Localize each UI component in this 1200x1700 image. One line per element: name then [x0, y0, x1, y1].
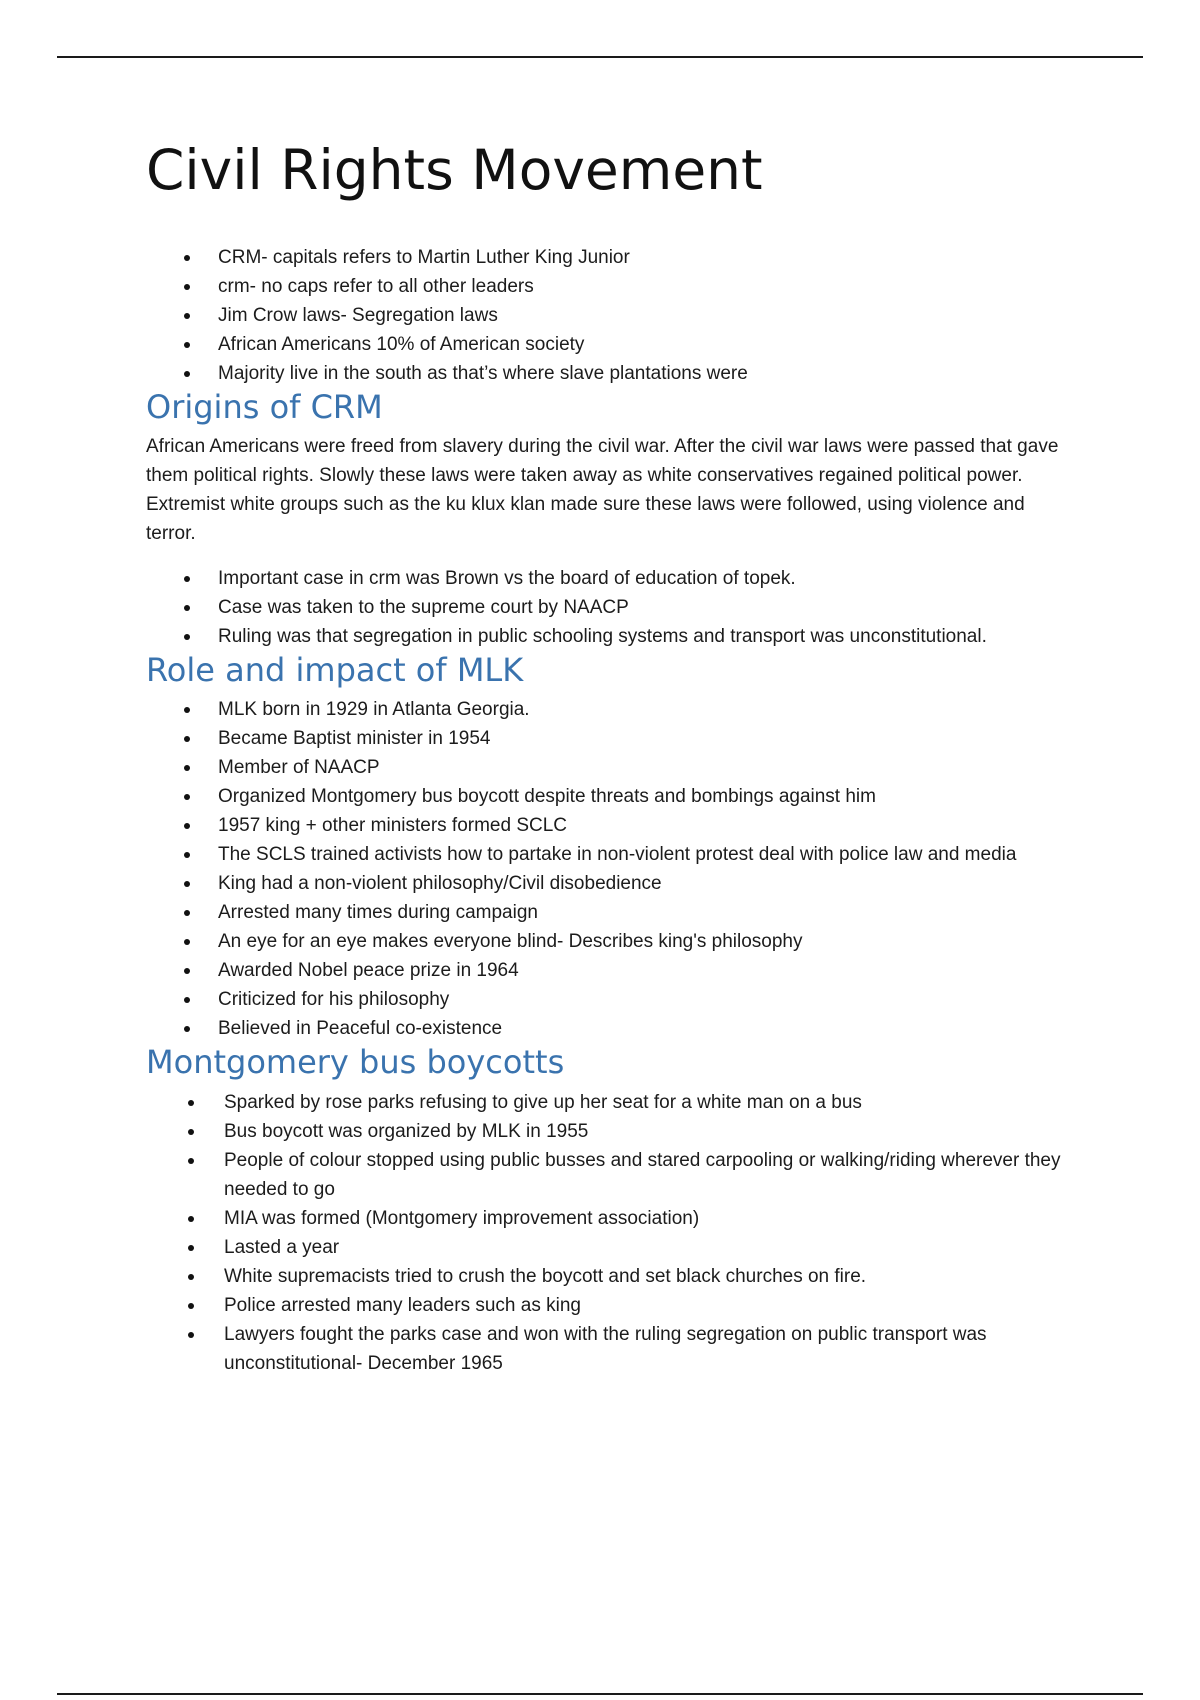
bullet-icon — [184, 371, 190, 377]
list-item: Sparked by rose parks refusing to give up her seat for a white man on a bus — [146, 1088, 1066, 1117]
page-title: Civil Rights Movement — [146, 138, 763, 202]
bullet-icon — [188, 1303, 194, 1309]
bullet-icon — [184, 881, 190, 887]
bullet-icon — [184, 997, 190, 1003]
list-item: Lawyers fought the parks case and won with the ruling segregation on public transport was unconstitutional- December 1965 — [146, 1320, 1066, 1378]
list-item: Ruling was that segregation in public schooling systems and transport was unconstitutional. — [146, 622, 1066, 651]
list-item: crm- no caps refer to all other leaders — [146, 272, 1066, 301]
bullet-icon — [184, 852, 190, 858]
list-item: Awarded Nobel peace prize in 1964 — [146, 956, 1066, 985]
bullet-icon — [184, 736, 190, 742]
list-item: Important case in crm was Brown vs the board of education of topek. — [146, 564, 1066, 593]
list-item: Believed in Peaceful co-existence — [146, 1014, 1066, 1043]
bullet-icon — [188, 1245, 194, 1251]
header-rule — [57, 56, 1143, 58]
list-item: African Americans 10% of American society — [146, 330, 1066, 359]
list-item: Arrested many times during campaign — [146, 898, 1066, 927]
bullet-icon — [188, 1274, 194, 1280]
bullet-icon — [188, 1158, 194, 1164]
list-item: MLK born in 1929 in Atlanta Georgia. — [146, 695, 1066, 724]
bullet-icon — [184, 634, 190, 640]
list-item: CRM- capitals refers to Martin Luther King Junior — [146, 243, 1066, 272]
list-item: Police arrested many leaders such as king — [146, 1291, 1066, 1320]
bullet-icon — [184, 342, 190, 348]
bullet-icon — [184, 284, 190, 290]
bullet-icon — [184, 910, 190, 916]
bullet-icon — [188, 1129, 194, 1135]
list-item: Jim Crow laws- Segregation laws — [146, 301, 1066, 330]
origins-paragraph: African Americans were freed from slavery during the civil war. After the civil war laws were passed that gave them political rights. Slowly these laws were taken away as white conservatives regained political power. Extremist white groups such as the ku klux klan made sure these laws were followed, using violence and terror. — [146, 435, 1059, 544]
bullet-icon — [184, 968, 190, 974]
mlk-list — [146, 695, 1066, 1043]
section-heading-mlk: Role and impact of MLK — [146, 650, 524, 689]
boycott-list — [146, 1088, 1066, 1378]
list-item: Member of NAACP — [146, 753, 1066, 782]
list-item: Organized Montgomery bus boycott despite threats and bombings against him — [146, 782, 1066, 811]
footer-rule — [57, 1693, 1143, 1695]
document-body — [146, 140, 1066, 1378]
list-item: 1957 king + other ministers formed SCLC — [146, 811, 1066, 840]
bullet-icon — [188, 1332, 194, 1338]
bullet-icon — [184, 313, 190, 319]
bullet-icon — [184, 939, 190, 945]
list-item: White supremacists tried to crush the boycott and set black churches on fire. — [146, 1262, 1066, 1291]
list-item: Criticized for his philosophy — [146, 985, 1066, 1014]
intro-list — [146, 243, 1066, 388]
list-item: Lasted a year — [146, 1233, 1066, 1262]
list-item: King had a non-violent philosophy/Civil disobedience — [146, 869, 1066, 898]
bullet-icon — [184, 255, 190, 261]
section-heading-boycott: Montgomery bus boycotts — [146, 1043, 565, 1082]
list-item: Bus boycott was organized by MLK in 1955 — [146, 1117, 1066, 1146]
list-item: People of colour stopped using public busses and stared carpooling or walking/riding wherever they needed to go — [146, 1146, 1066, 1204]
list-item: Became Baptist minister in 1954 — [146, 724, 1066, 753]
list-item: Majority live in the south as that’s where slave plantations were — [146, 359, 1066, 388]
section-heading-origins: Origins of CRM — [146, 387, 383, 426]
bullet-icon — [188, 1216, 194, 1222]
list-item: Case was taken to the supreme court by NAACP — [146, 593, 1066, 622]
list-item: An eye for an eye makes everyone blind- Describes king's philosophy — [146, 927, 1066, 956]
bullet-icon — [184, 823, 190, 829]
bullet-icon — [184, 605, 190, 611]
origins-list — [146, 564, 1066, 651]
bullet-icon — [184, 707, 190, 713]
bullet-icon — [188, 1100, 194, 1106]
bullet-icon — [184, 765, 190, 771]
bullet-icon — [184, 794, 190, 800]
list-item: MIA was formed (Montgomery improvement association) — [146, 1204, 1066, 1233]
list-item: The SCLS trained activists how to partake in non-violent protest deal with police law and media — [146, 840, 1066, 869]
bullet-icon — [184, 1026, 190, 1032]
bullet-icon — [184, 576, 190, 582]
